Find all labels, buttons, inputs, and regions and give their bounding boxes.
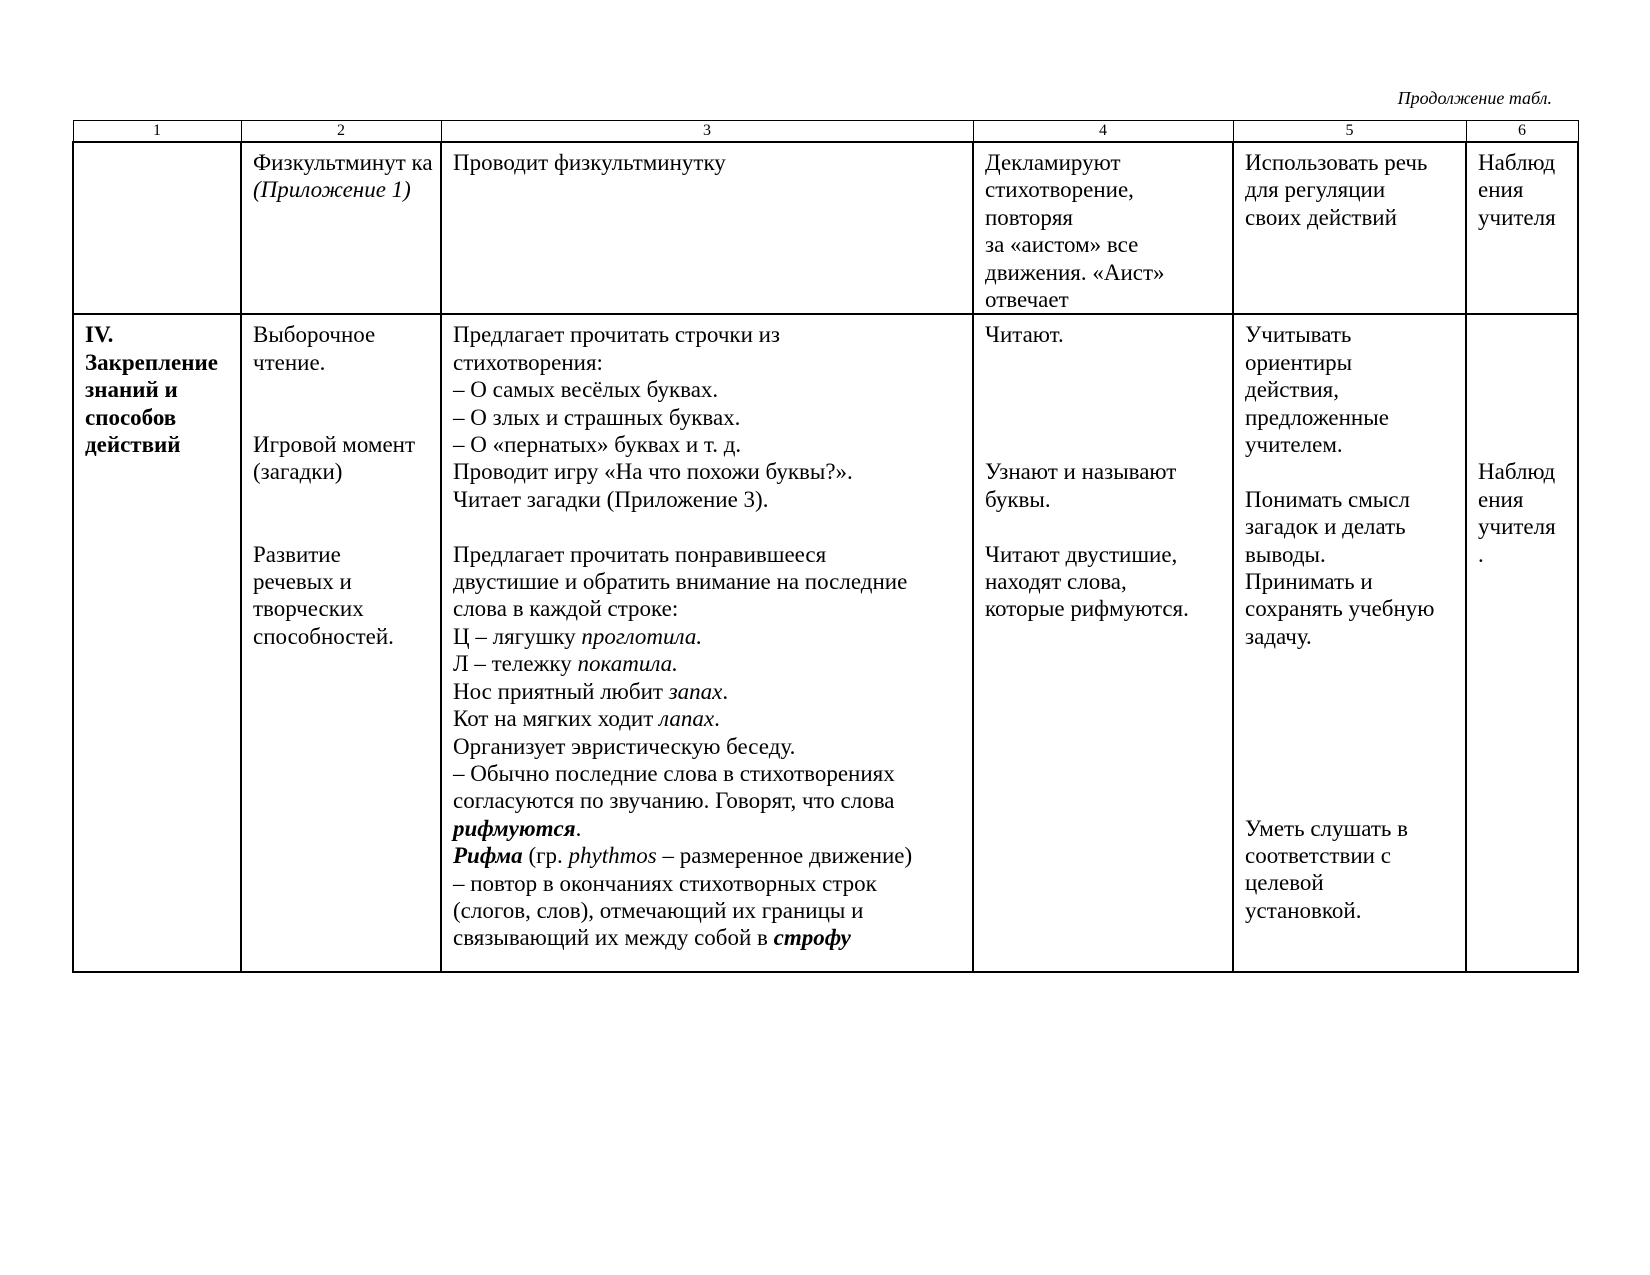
teacher-action-cell: [441, 142, 973, 314]
cell-line: за «аистом» все: [985, 232, 1139, 258]
cell-line: – Обычно последние слова в стихотворениях: [453, 760, 895, 786]
cell-line: стихотворение,: [985, 177, 1134, 203]
stage-line: Закрепление: [85, 349, 218, 375]
couplet-line: Л – тележку покатила.: [453, 651, 678, 677]
cell-line: Игровой момент: [253, 432, 416, 458]
cell-line: Предлагает прочитать понравившееся: [453, 541, 827, 567]
student-action-cell: [973, 142, 1233, 314]
cell-line: Читает загадки (Приложение 3).: [453, 486, 769, 512]
lesson-plan-table: [72, 120, 1579, 973]
definition-line: Рифма (гр. phythmos – размеренное движение): [453, 843, 913, 869]
stage-line: IV.: [85, 322, 114, 348]
cell-line: загадок и делать: [1245, 514, 1406, 540]
cell-line: отвечает: [985, 287, 1069, 313]
cell-line: Проводит игру «На что похожи буквы?».: [453, 459, 853, 485]
cell-line: Понимать смысл: [1245, 486, 1410, 512]
cell-line: (слогов, слов), отмечающий их границы и: [453, 897, 864, 923]
cell-line: Наблюд: [1478, 459, 1556, 485]
cell-line: движения. «Аист»: [985, 259, 1165, 285]
activity-cell: [241, 142, 441, 314]
couplet-line: Ц – лягушку проглотила.: [453, 623, 703, 649]
cell-line: Предлагает прочитать строчки из: [453, 322, 781, 348]
couplet-line: Нос приятный любит запах.: [453, 678, 729, 704]
cell-line: рифмуются.: [453, 815, 582, 841]
cell-line: для регуляции: [1245, 177, 1386, 203]
term-stanza: строфу: [773, 925, 851, 951]
cell-line: Выборочное: [253, 322, 376, 348]
cell-line: Читают.: [985, 322, 1064, 348]
cell-line: предложенные: [1245, 404, 1389, 430]
cell-line: Проводит физкультминутку: [453, 150, 726, 175]
cell-line: Уметь слушать в: [1245, 815, 1408, 841]
cell-line: действия,: [1245, 377, 1339, 403]
cell-line: двустишие и обратить внимание на последние: [453, 569, 908, 595]
skills-cell: [1233, 142, 1466, 314]
cell-line: способностей.: [253, 623, 394, 649]
cell-line: учителя: [1478, 204, 1556, 230]
assessment-cell: [1466, 142, 1578, 314]
cell-line: ориентиры: [1245, 349, 1353, 375]
activity-cell: [241, 314, 441, 972]
cell-line: буквы.: [985, 486, 1051, 512]
teacher-action-cell: [441, 314, 973, 972]
cell-line: учителя: [1478, 514, 1556, 540]
cell-line: Узнают и называют: [985, 459, 1177, 485]
cell-line: Декламируют: [985, 150, 1121, 175]
cell-line: Учитывать: [1245, 322, 1352, 348]
cell-line: выводы.: [1245, 541, 1326, 567]
activity-text: Физкультминут ка: [253, 150, 433, 175]
column-number: 2: [241, 121, 441, 143]
cell-line: ения: [1478, 177, 1524, 203]
cell-line: .: [1478, 541, 1484, 567]
cell-line: согласуются по звучанию. Говорят, что слова: [453, 788, 895, 814]
cell-line: – повтор в окончаниях стихотворных строк: [453, 870, 877, 896]
stage-cell: [73, 142, 241, 314]
cell-line: сохранять учебную: [1245, 596, 1435, 622]
cell-line: Наблюд: [1478, 150, 1556, 175]
couplet-line: Кот на мягких ходит лапах.: [453, 706, 720, 732]
cell-line: повторяя: [985, 204, 1074, 230]
cell-line: своих действий: [1245, 204, 1397, 230]
cell-line: Организует эвристическую беседу.: [453, 733, 796, 759]
stage-line: знаний и: [85, 377, 178, 403]
stage-line: действий: [85, 432, 181, 458]
table-continuation-caption: Продолжение табл.: [1397, 88, 1552, 108]
term-rhyme: Рифма: [453, 843, 523, 869]
term-rhyme-verb: рифмуются: [453, 815, 576, 841]
stage-line: способов: [85, 404, 177, 430]
column-number: 1: [73, 121, 241, 143]
stage-cell: [73, 314, 241, 972]
cell-line: Развитие: [253, 541, 341, 567]
cell-line: которые рифмуются.: [985, 596, 1189, 622]
cell-line: целевой: [1245, 870, 1324, 896]
cell-line: – О злых и страшных буквах.: [453, 404, 741, 430]
cell-line: речевых и: [253, 569, 352, 595]
cell-line: Принимать и: [1245, 569, 1373, 595]
cell-line: связывающий их между собой в строфу: [453, 925, 851, 951]
cell-line: – О «пернатых» буквах и т. д.: [453, 432, 742, 458]
cell-line: ения: [1478, 486, 1524, 512]
cell-line: учителем.: [1245, 432, 1343, 458]
column-number: 3: [441, 121, 973, 143]
cell-line: – О самых весёлых буквах.: [453, 377, 719, 403]
cell-line: Использовать речь: [1245, 150, 1428, 175]
column-number: 4: [973, 121, 1233, 143]
student-action-cell: [973, 314, 1233, 972]
column-number: 6: [1466, 121, 1578, 143]
cell-line: находят слова,: [985, 569, 1127, 595]
table-row: [73, 142, 1578, 314]
cell-line: творческих: [253, 596, 364, 622]
cell-line: задачу.: [1245, 623, 1312, 649]
cell-line: стихотворения:: [453, 349, 603, 375]
cell-line: (загадки): [253, 459, 343, 485]
cell-line: соответствии с: [1245, 843, 1391, 869]
cell-line: чтение.: [253, 349, 326, 375]
appendix-reference: (Приложение 1): [253, 177, 411, 203]
cell-line: Читают двустишие,: [985, 541, 1178, 567]
cell-line: установкой.: [1245, 897, 1362, 923]
column-number-row: [73, 121, 1578, 143]
table-row: [73, 314, 1578, 972]
skills-cell: [1233, 314, 1466, 972]
assessment-cell: [1466, 314, 1578, 972]
cell-line: слова в каждой строке:: [453, 596, 679, 622]
column-number: 5: [1233, 121, 1466, 143]
